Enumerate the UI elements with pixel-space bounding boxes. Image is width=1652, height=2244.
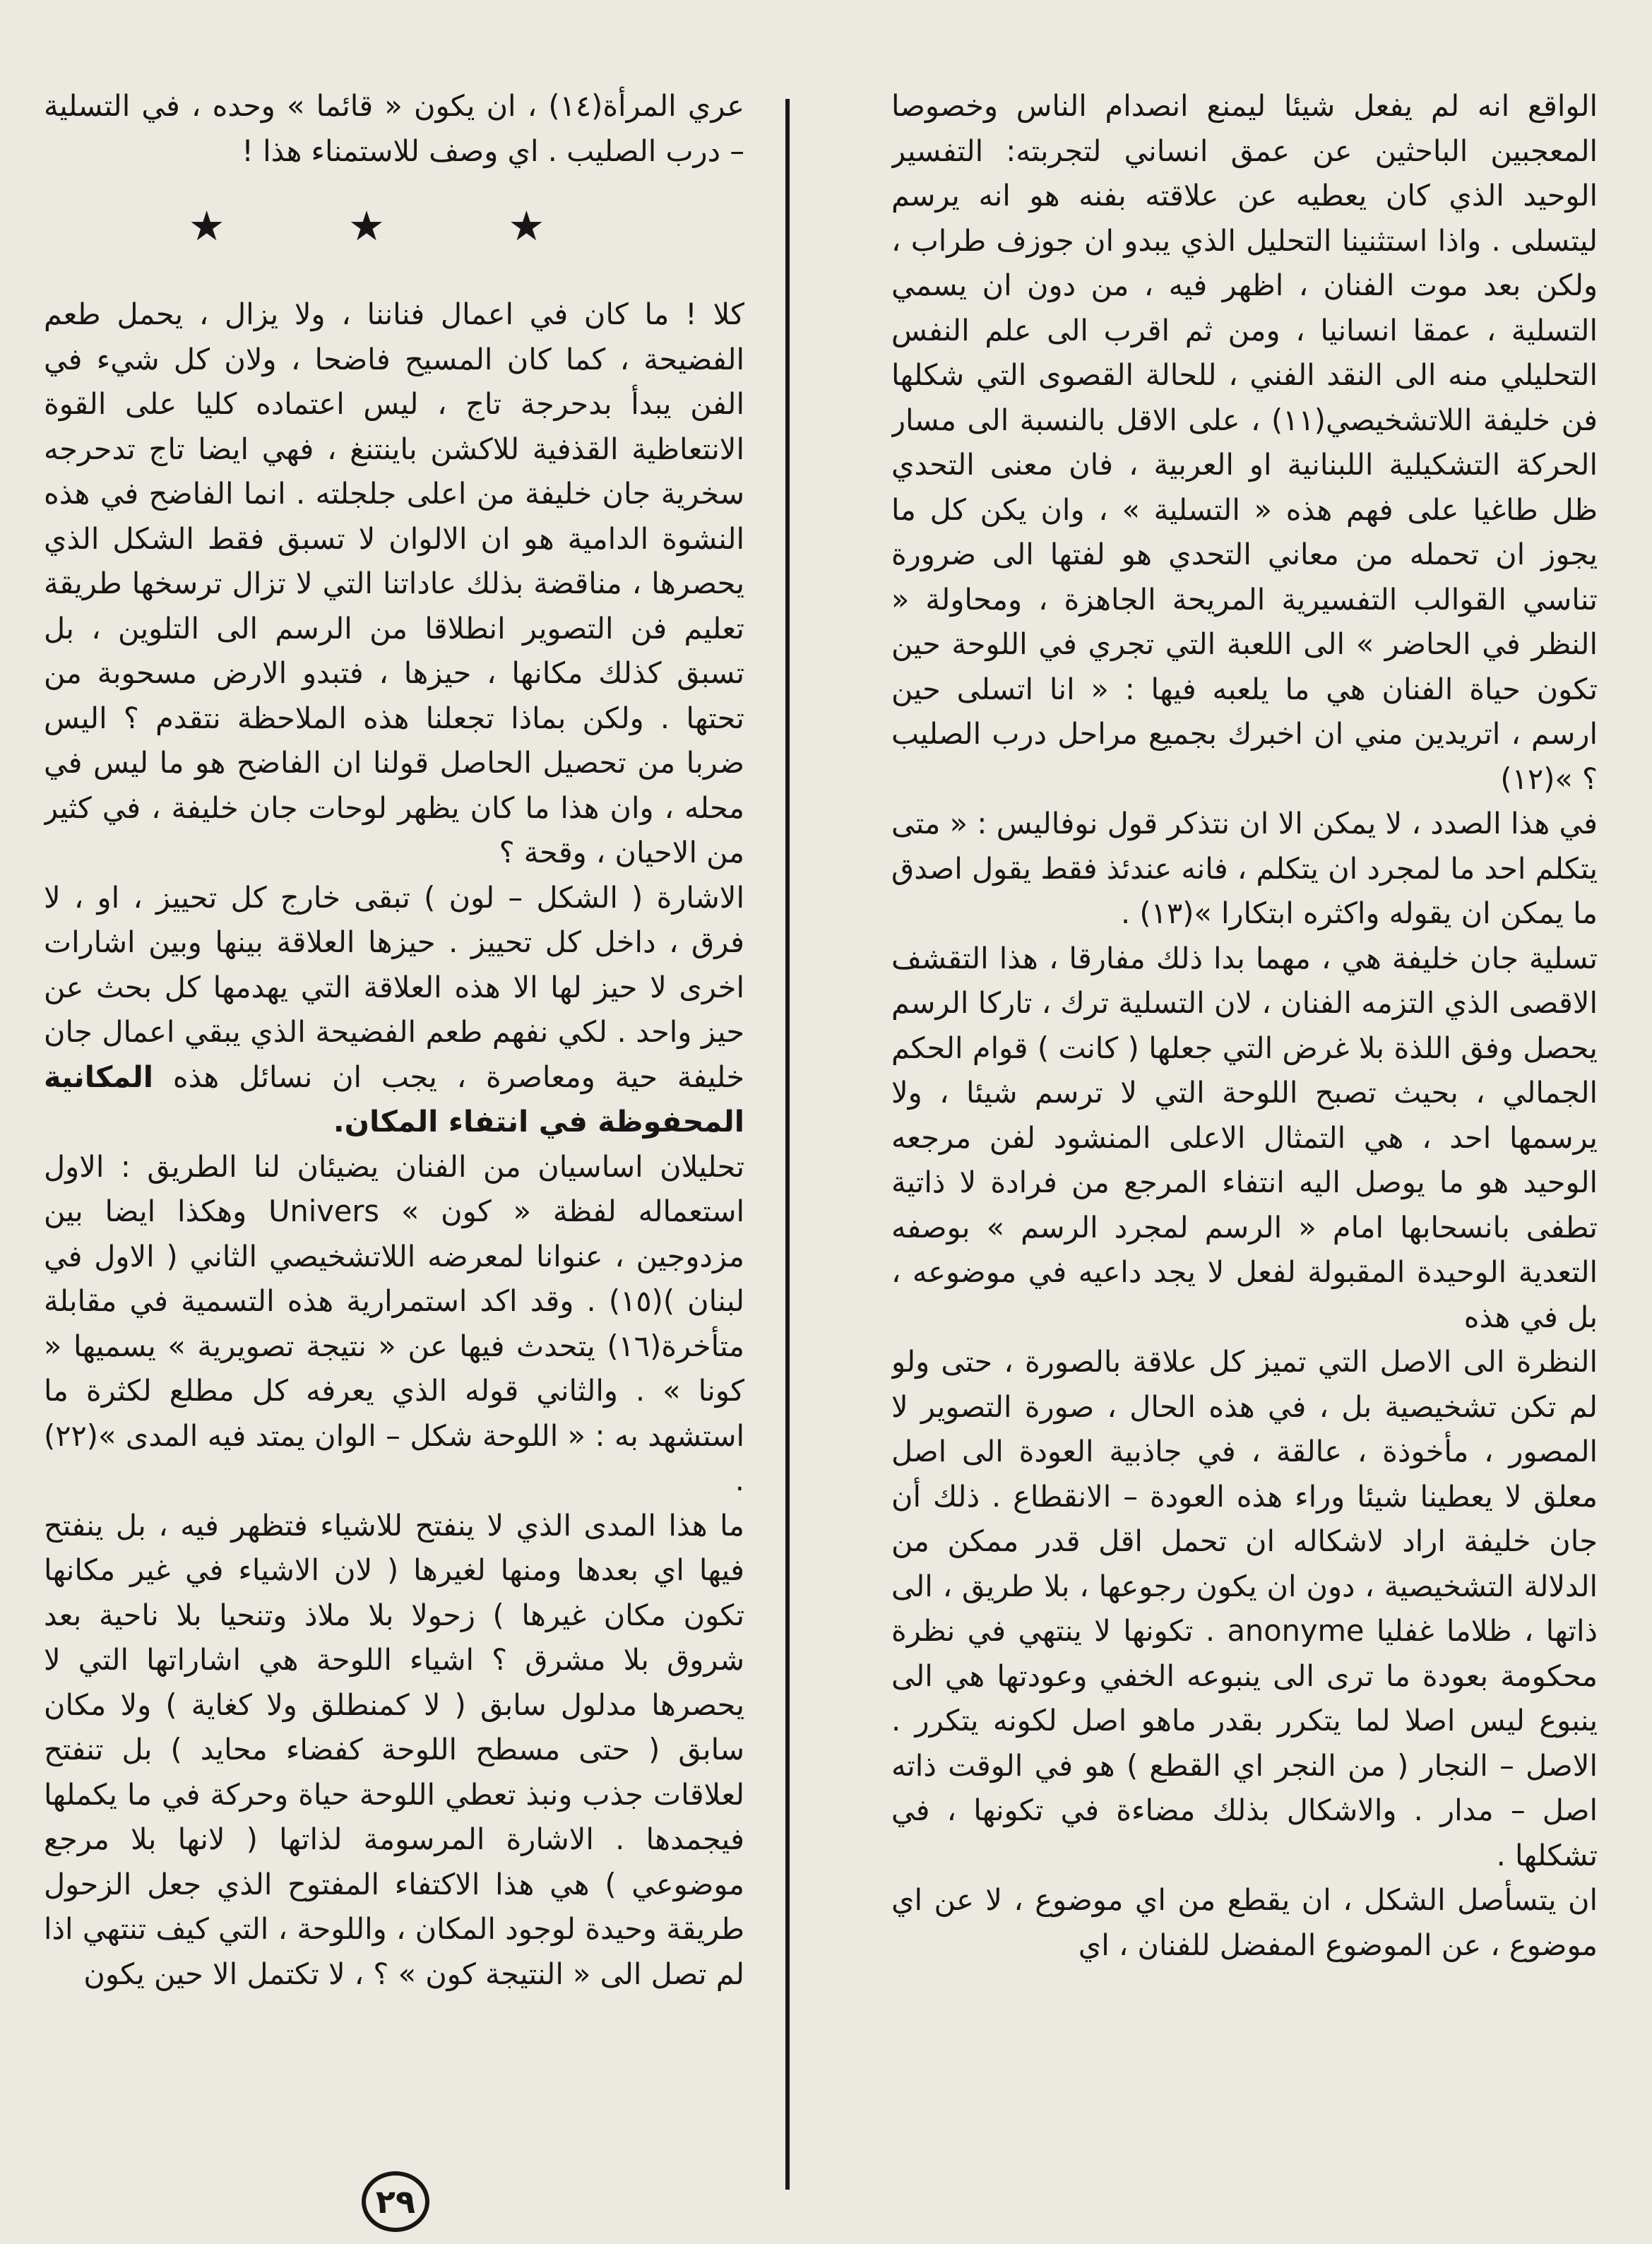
paragraph: في هذا الصدد ، لا يمكن الا ان نتذكر قول نوفاليس : « متى يتكلم احد ما لمجرد ان يتكلم ، فانه عندئذ فقط يقول اصدق ما يمكن ان يقوله واكثره ابتكارا »(١٣) . [891,806,1598,930]
page-number-circle: ٢٩ [362,2171,429,2232]
paragraph: تحليلان اساسيان من الفنان يضيئان لنا الطريق : الاول استعماله لفظة « كون » Univers وهكذا ايضا بين مزدوجين ، عنوانا لمعرضه اللاتشخيصي الثاني ( الاول في لبنان )(١٥) . وقد اكد استمرارية هذه التسمية في مقابلة متأخرة(١٦) يتحدث فيها عن « نتيجة تصويرية » يسميها « كونا » . والثاني قوله الذي يعرفه كل مطلع لكثرة ما استشهد به : « اللوحة شكل – الوان يمتد فيه المدى »(٢٢) . [44,1148,744,1497]
paragraph: تسلية جان خليفة هي ، مهما بدا ذلك مفارقا ، هذا التقشف الاقصى الذي التزمه الفنان ، لان التسلية ترك ، تاركا الرسم يحصل وفق اللذة بلا غرض التي جعلها ( كانت ) قوام الحكم الجمالي ، بحيث تصبح اللوحة التي لا ترسم شيئا ، ولا يرسمها احد ، هي التمثال الاعلى المنشود لفن مرجعه الوحيد هو ما يوصل اليه انتفاء المرجع من فرادة لا ذاتية تطفى بانسحابها امام « الرسم لمجرد الرسم » بوصفه التعدية الوحيدة المقبولة لفعل لا يجد داعيه في موضوعه ، بل في هذه [891,940,1598,1334]
paragraph-text: الاشارة ( الشكل – لون ) تبقى خارج كل تحييز ، او ، لا فرق ، داخل كل تحييز . حيزها العلاقة بينها وبين اشارات اخرى لا حيز لها الا هذه العلاقة التي يهدمها كل بحث عن حيز واحد . لكي نفهم طعم الفضيحة الذي يبقي اعمال جان خليفة حية ومعاصرة ، يجب ان نسائل هذه [44,879,744,1094]
paragraph: ان يتسأصل الشكل ، ان يقطع من اي موضوع ، لا عن اي موضوع ، عن الموضوع المفضل للفنان ، اي [891,1882,1598,1962]
column-divider [785,99,790,2190]
paragraph: النظرة الى الاصل التي تميز كل علاقة بالصورة ، حتى ولو لم تكن تشخيصية بل ، في هذه الحال ، صورة التصوير لا المصور ، مأخوذة ، عالقة ، في جاذبية العودة الى اصل معلق لا يعطينا شيئا وراء هذه العودة – الانقطاع . ذلك أن جان خليفة اراد لاشكاله ان تحمل اقل قدر ممكن من الدلالة التشخيصية ، دون ان يكون رجوعها ، بلا طريق ، الى ذاتها ، ظلاما غفليا anonyme . تكونها لا ينتهي في نظرة محكومة بعودة ما ترى الى ينبوعه الخفي وعودتها هي الى ينبوع ليس اصلا لما يتكرر بقدر ماهو اصل لكونه يتكرر . الاصل – النجار ( من النجر اي القطع ) هو في الوقت ذاته اصل – مدار . والاشكال بذلك مضاءة في تكونها ، في تشكلها . [891,1344,1598,1872]
paragraph [44,875,744,1144]
intro-paragraph: عري المرأة(١٤) ، ان يكون « قائما » وحده ، في التسلية – درب الصليب . اي وصف للاستمناء هذا ! [44,88,744,168]
section-separator-stars: ★ ★ ★ [188,202,600,250]
paragraph: الواقع انه لم يفعل شيئا ليمنع انصدام الناس وخصوصا المعجبين الباحثين عن عمق انساني لتجربته: التفسير الوحيد الذي كان يعطيه عن علاقته بفنه هو انه يرسم ليتسلى . واذا استثنينا التحليل الذي يبدو ان جوزف طراب ، ولكن بعد موت الفنان ، اظهر فيه ، من دون ان يسمي التسلية ، عمقا انسانيا ، ومن ثم اقرب الى علم النفس التحليلي منه الى النقد الفني ، للحالة القصوى التي شكلها فن خليفة اللاتشخيصي(١١) ، على الاقل بالنسبة الى مسار الحركة التشكيلية اللبنانية او العربية ، فان معنى التحدي ظل طاغيا على فهم هذه « التسلية » ، وان يكن كل ما يجوز ان تحمله من معاني التحدي هو لفتها الى ضرورة تناسي القوالب التفسيرية المريحة الجاهزة ، ومحاولة « النظر في الحاضر » الى اللعبة التي تجري في اللوحة حين تكون حياة الفنان هي ما يلعبه فيها : « انا اتسلى حين ارسم ، اتريدين مني ان اخبرك بجميع مراحل درب الصليب ؟ »(١٢) [891,88,1598,796]
left-column [44,83,744,2195]
paragraph: كلا ! ما كان في اعمال فناننا ، ولا يزال ، يحمل طعم الفضيحة ، كما كان المسيح فاضحا ، ولان كل شيء في الفن يبدأ بدحرجة تاج ، ليس اعتماده كليا على القوة الانتعاظية القذفية للاكشن باينتنغ ، فهي ايضا تاج تدحرجه سخرية جان خليفة من اعلى جلجلته . انما الفاضح في هذه النشوة الدامية هو ان الالوان لا تسبق فقط الشكل الذي يحصرها ، مناقضة بذلك عاداتنا التي لا تزال ترسخها طريقة تعليم فن التصوير انطلاقا من الرسم الى التلوين ، بل تسبق كذلك مكانها ، حيزها ، فتبدو الارض مسحوبة من تحتها . ولكن بماذا تجعلنا هذه الملاحظة نتقدم ؟ اليس ضربا من تحصيل الحاصل قولنا ان الفاضح هو ما ليس في محله ، وان هذا ما كان يظهر لوحات جان خليفة ، في كثير من الاحيان ، وقحة ؟ [44,297,744,869]
paragraph: ما هذا المدى الذي لا ينفتح للاشياء فتظهر فيه ، بل ينفتح فيها اي بعدها ومنها لغيرها ( لان الاشياء في غير مكانها تكون مكان غيرها ) زحولا بلا ملاذ وتنحيا بلا ناحية بعد شروق بلا مشرق ؟ اشياء اللوحة هي اشاراتها التي لا يحصرها مدلول سابق ( لا كمنطلق ولا كغاية ) ولا مكان سابق ( حتى مسطح اللوحة كفضاء محايد ) بل تنفتح لعلاقات جذب ونبذ تعطي اللوحة حياة وحركة في ما يكملها فيجمدها . الاشارة المرسومة لذاتها ( لانها بلا مرجع موضوعي ) هي هذا الاكتفاء المفتوح الذي جعل الزحول طريقة وحيدة لوجود المكان ، واللوحة ، التي كيف تنتهي اذا لم تصل الى « النتيجة كون » ؟ ، لا تكتمل الا حين يكون [44,1507,744,1991]
right-column [891,83,1598,2195]
bold-phrase: المكانية المحفوظة في انتفاء المكان. [44,1059,744,1139]
